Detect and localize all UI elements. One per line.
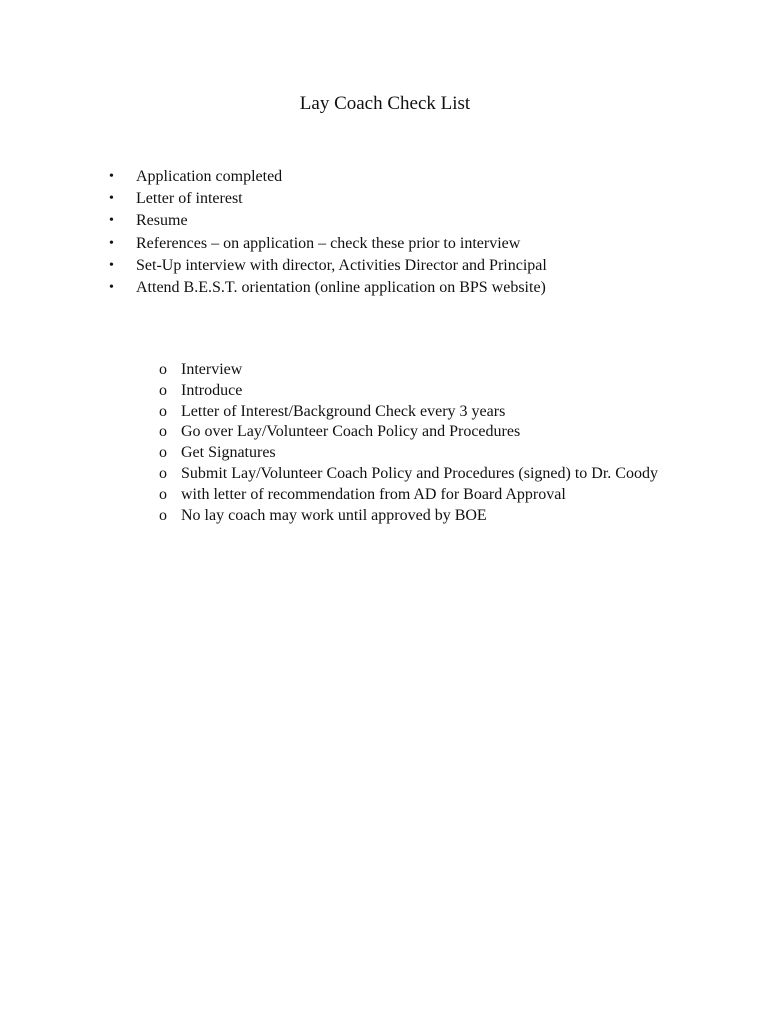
sub-list-item-text: Introduce	[181, 381, 243, 399]
list-item-text: Application completed	[136, 168, 283, 185]
sub-bullet-marker: o	[159, 423, 167, 441]
sub-bullet-marker: o	[159, 506, 167, 524]
sub-bullet-marker: o	[159, 361, 167, 378]
list-item-text: Resume	[136, 212, 188, 230]
sub-list-item-text: Submit Lay/Volunteer Coach Policy and Procedures (signed) to Dr. Coody	[181, 464, 658, 482]
page-title: Lay Coach Check List	[299, 93, 471, 114]
list-item	[109, 233, 709, 255]
bullet-marker: •	[109, 280, 114, 296]
list-item	[109, 166, 709, 188]
sub-list-item-text: Interview	[181, 361, 243, 378]
bullet-marker: •	[109, 235, 114, 251]
list-item-text: Letter of interest	[136, 190, 243, 208]
sub-list-item	[157, 443, 677, 464]
sub-list-item	[157, 360, 677, 381]
list-item	[109, 210, 709, 232]
bullet-marker: •	[109, 169, 114, 184]
bullet-marker: •	[109, 257, 114, 273]
sub-list-item	[157, 506, 677, 527]
bullet-marker: •	[109, 213, 114, 229]
sub-bullet-marker: o	[159, 381, 167, 399]
sub-list-item-text: No lay coach may work until approved by BOE	[181, 506, 487, 524]
list-item-text: Attend B.E.S.T. orientation (online application on BPS website)	[136, 279, 546, 297]
sub-list-item	[157, 402, 677, 423]
bullet-marker: •	[109, 191, 114, 207]
sub-bullet-marker: o	[159, 464, 167, 482]
sub-bullet-marker: o	[159, 485, 167, 503]
sub-list-item-text: with letter of recommendation from AD for Board Approval	[181, 485, 566, 503]
sub-list-item	[157, 464, 677, 485]
sub-list-item	[157, 485, 677, 506]
sub-list-item-text: Go over Lay/Volunteer Coach Policy and Procedures	[181, 423, 521, 441]
sub-list-item	[157, 381, 677, 402]
list-item	[109, 255, 709, 277]
sub-bullet-marker: o	[159, 444, 167, 462]
checklist-sub-items	[157, 360, 677, 526]
sub-list-item-text: Letter of Interest/Background Check every 3 years	[181, 402, 506, 420]
list-item	[109, 188, 709, 210]
list-item-text: Set-Up interview with director, Activities Director and Principal	[136, 256, 547, 274]
checklist-bullets	[109, 166, 709, 299]
list-item-text: References – on application – check these prior to interview	[136, 234, 521, 252]
sub-list-item	[157, 422, 677, 443]
sub-list-item-text: Get Signatures	[181, 444, 276, 462]
sub-bullet-marker: o	[159, 402, 167, 420]
list-item	[109, 277, 709, 299]
